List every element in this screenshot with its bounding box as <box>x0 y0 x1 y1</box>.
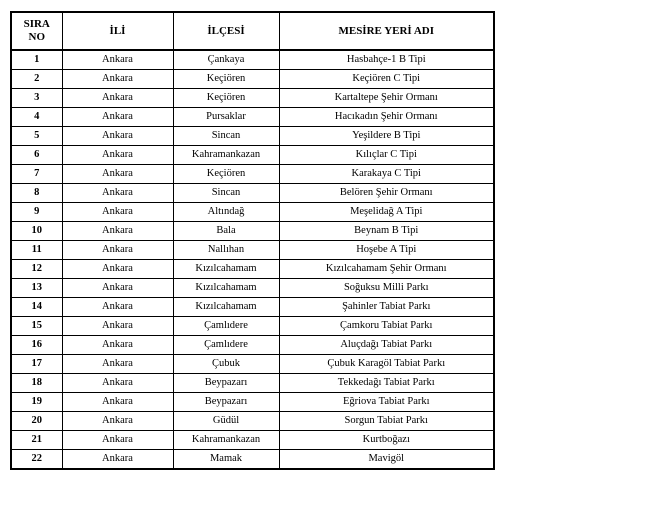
cell-ilce: Sincan <box>173 184 279 203</box>
cell-sira-no: 19 <box>11 393 62 412</box>
table-row <box>11 146 494 165</box>
table-row <box>11 374 494 393</box>
cell-sira-no: 9 <box>11 203 62 222</box>
cell-sira-no: 1 <box>11 50 62 70</box>
table-row <box>11 70 494 89</box>
cell-il: Ankara <box>62 298 173 317</box>
table-row <box>11 355 494 374</box>
table-row <box>11 184 494 203</box>
cell-mesire-yeri-adi: Soğuksu Milli Parkı <box>279 279 494 298</box>
table-row <box>11 222 494 241</box>
cell-mesire-yeri-adi: Karakaya C Tipi <box>279 165 494 184</box>
table-row <box>11 393 494 412</box>
table-row <box>11 431 494 450</box>
cell-ilce: Kızılcahamam <box>173 260 279 279</box>
mesire-table <box>10 11 495 470</box>
cell-ilce: Çamlıdere <box>173 317 279 336</box>
cell-ilce: Keçiören <box>173 70 279 89</box>
cell-sira-no: 4 <box>11 108 62 127</box>
cell-il: Ankara <box>62 50 173 70</box>
cell-ilce: Çamlıdere <box>173 336 279 355</box>
cell-mesire-yeri-adi: Belören Şehir Ormanı <box>279 184 494 203</box>
header-il: İLİ <box>62 12 173 50</box>
cell-mesire-yeri-adi: Tekkedağı Tabiat Parkı <box>279 374 494 393</box>
cell-mesire-yeri-adi: Hasbahçe-1 B Tipi <box>279 50 494 70</box>
cell-mesire-yeri-adi: Kılıçlar C Tipi <box>279 146 494 165</box>
cell-mesire-yeri-adi: Meşelidağ A Tipi <box>279 203 494 222</box>
table-row <box>11 336 494 355</box>
cell-mesire-yeri-adi: Sorgun Tabiat Parkı <box>279 412 494 431</box>
header-sira-line1: SIRA <box>23 18 50 30</box>
header-mesire-yeri-adi: MESİRE YERİ ADI <box>279 12 494 50</box>
cell-sira-no: 13 <box>11 279 62 298</box>
header-ilce: İLÇESİ <box>173 12 279 50</box>
cell-sira-no: 11 <box>11 241 62 260</box>
cell-mesire-yeri-adi: Kızılcahamam Şehir Ormanı <box>279 260 494 279</box>
cell-il: Ankara <box>62 165 173 184</box>
cell-ilce: Beypazarı <box>173 374 279 393</box>
cell-ilce: Kızılcahamam <box>173 279 279 298</box>
cell-sira-no: 6 <box>11 146 62 165</box>
cell-ilce: Keçiören <box>173 89 279 108</box>
table-row <box>11 108 494 127</box>
table-row <box>11 450 494 470</box>
cell-sira-no: 21 <box>11 431 62 450</box>
table-row <box>11 50 494 70</box>
cell-il: Ankara <box>62 393 173 412</box>
cell-il: Ankara <box>62 146 173 165</box>
cell-il: Ankara <box>62 431 173 450</box>
cell-il: Ankara <box>62 355 173 374</box>
cell-mesire-yeri-adi: Keçiören C Tipi <box>279 70 494 89</box>
header-sira-line2: NO <box>28 31 45 43</box>
cell-il: Ankara <box>62 108 173 127</box>
cell-il: Ankara <box>62 336 173 355</box>
cell-il: Ankara <box>62 260 173 279</box>
cell-ilce: Pursaklar <box>173 108 279 127</box>
cell-il: Ankara <box>62 279 173 298</box>
table-row <box>11 241 494 260</box>
cell-il: Ankara <box>62 450 173 470</box>
cell-il: Ankara <box>62 89 173 108</box>
cell-ilce: Kahramankazan <box>173 431 279 450</box>
table-row <box>11 412 494 431</box>
cell-ilce: Keçiören <box>173 165 279 184</box>
cell-il: Ankara <box>62 184 173 203</box>
table-row <box>11 127 494 146</box>
table-row <box>11 165 494 184</box>
cell-sira-no: 18 <box>11 374 62 393</box>
table-row <box>11 203 494 222</box>
cell-sira-no: 14 <box>11 298 62 317</box>
cell-il: Ankara <box>62 222 173 241</box>
table-row <box>11 317 494 336</box>
cell-il: Ankara <box>62 412 173 431</box>
cell-sira-no: 22 <box>11 450 62 470</box>
cell-ilce: Güdül <box>173 412 279 431</box>
cell-il: Ankara <box>62 127 173 146</box>
cell-mesire-yeri-adi: Çamkoru Tabiat Parkı <box>279 317 494 336</box>
table-row <box>11 260 494 279</box>
cell-ilce: Nallıhan <box>173 241 279 260</box>
cell-sira-no: 10 <box>11 222 62 241</box>
cell-ilce: Beypazarı <box>173 393 279 412</box>
cell-sira-no: 2 <box>11 70 62 89</box>
table-header-row <box>11 12 494 50</box>
cell-mesire-yeri-adi: Mavigöl <box>279 450 494 470</box>
cell-sira-no: 3 <box>11 89 62 108</box>
cell-ilce: Bala <box>173 222 279 241</box>
cell-ilce: Sincan <box>173 127 279 146</box>
cell-ilce: Kahramankazan <box>173 146 279 165</box>
table-body <box>11 50 494 469</box>
cell-il: Ankara <box>62 374 173 393</box>
cell-ilce: Kızılcahamam <box>173 298 279 317</box>
cell-mesire-yeri-adi: Kurtboğazı <box>279 431 494 450</box>
cell-sira-no: 20 <box>11 412 62 431</box>
cell-ilce: Altındağ <box>173 203 279 222</box>
cell-mesire-yeri-adi: Beynam B Tipi <box>279 222 494 241</box>
cell-mesire-yeri-adi: Şahinler Tabiat Parkı <box>279 298 494 317</box>
cell-sira-no: 12 <box>11 260 62 279</box>
cell-mesire-yeri-adi: Eğriova Tabiat Parkı <box>279 393 494 412</box>
cell-sira-no: 15 <box>11 317 62 336</box>
cell-sira-no: 16 <box>11 336 62 355</box>
table-row <box>11 298 494 317</box>
cell-ilce: Çubuk <box>173 355 279 374</box>
cell-sira-no: 7 <box>11 165 62 184</box>
cell-ilce: Mamak <box>173 450 279 470</box>
cell-sira-no: 5 <box>11 127 62 146</box>
cell-mesire-yeri-adi: Aluçdağı Tabiat Parkı <box>279 336 494 355</box>
cell-mesire-yeri-adi: Kartaltepe Şehir Ormanı <box>279 89 494 108</box>
cell-sira-no: 8 <box>11 184 62 203</box>
cell-mesire-yeri-adi: Hoşebe A Tipi <box>279 241 494 260</box>
cell-mesire-yeri-adi: Hacıkadın Şehir Ormanı <box>279 108 494 127</box>
table-row <box>11 89 494 108</box>
cell-mesire-yeri-adi: Çubuk Karagöl Tabiat Parkı <box>279 355 494 374</box>
cell-ilce: Çankaya <box>173 50 279 70</box>
header-sira-no <box>11 12 62 50</box>
cell-il: Ankara <box>62 241 173 260</box>
cell-mesire-yeri-adi: Yeşildere B Tipi <box>279 127 494 146</box>
cell-sira-no: 17 <box>11 355 62 374</box>
cell-il: Ankara <box>62 317 173 336</box>
cell-il: Ankara <box>62 203 173 222</box>
cell-il: Ankara <box>62 70 173 89</box>
table-row <box>11 279 494 298</box>
